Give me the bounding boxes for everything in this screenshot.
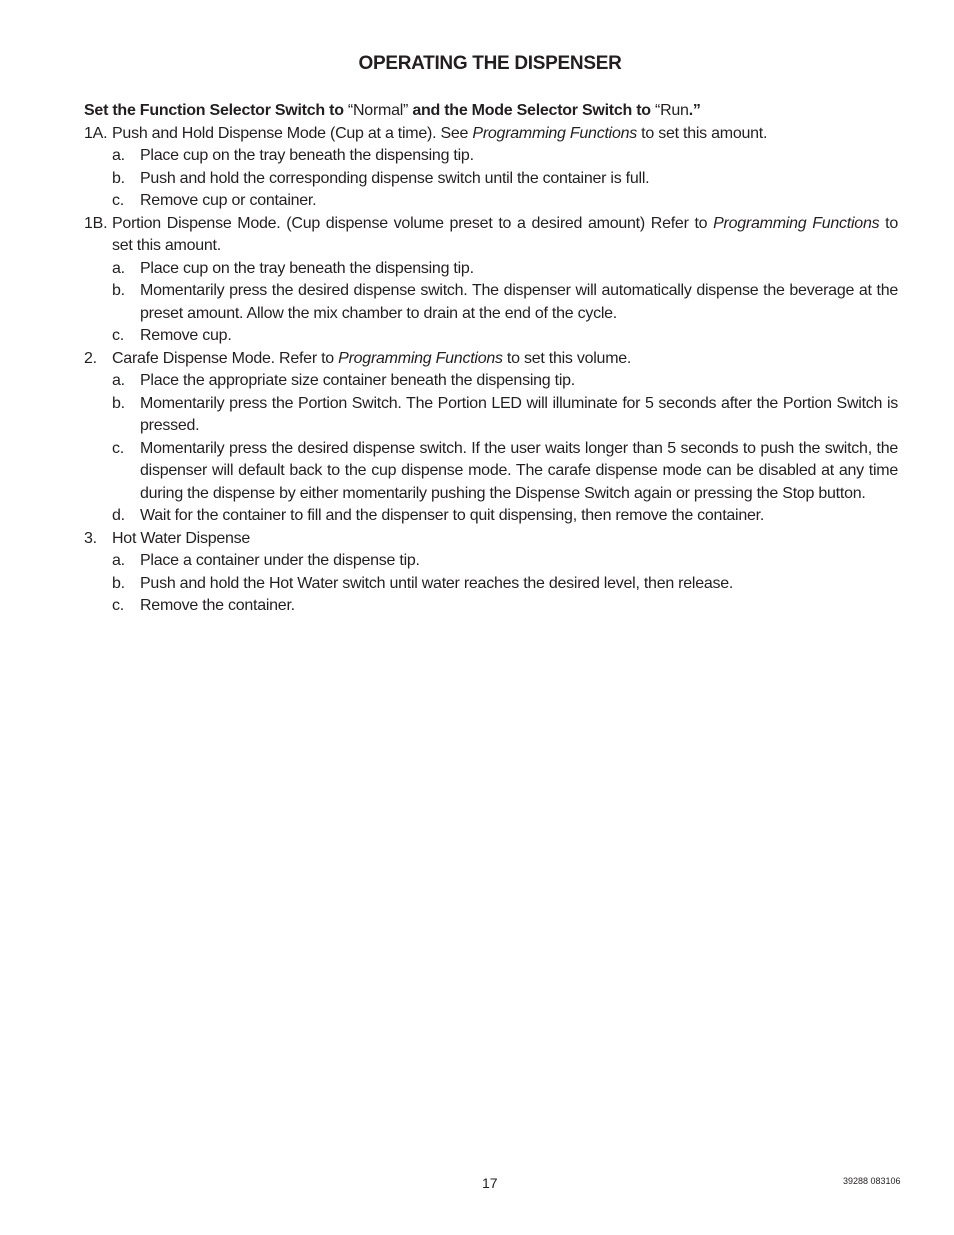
step-number: 3. [84, 529, 97, 547]
substep-text: Place a container under the dispense tip. [140, 552, 420, 569]
substep [84, 190, 898, 213]
step-text [112, 348, 898, 371]
section-title: OPERATING THE DISPENSER [358, 53, 622, 74]
substep-text: Momentarily press the Portion Switch. The Portion LED will illuminate for 5 seconds after the Portion Switch is pressed. [140, 394, 898, 434]
step-text-part: to set this amount. [636, 124, 768, 142]
page-number: 17 [482, 1175, 498, 1191]
substep-letter: c. [112, 327, 124, 344]
step-text [112, 123, 898, 146]
substep-letter: b. [112, 574, 125, 592]
step-reference: Programming Functions [713, 214, 880, 232]
substep [84, 550, 898, 573]
substep [84, 280, 898, 325]
step-text: Hot Water Dispense [112, 529, 251, 547]
substep-letter: a. [112, 259, 125, 277]
substep-text: Push and hold the Hot Water switch until water reaches the desired level, then release. [140, 574, 734, 592]
step-text-part: Push and Hold Dispense Mode (Cup at a time). See [112, 124, 473, 142]
step-text-part: Carafe Dispense Mode. Refer to [112, 349, 339, 367]
substep-text: Place cup on the tray beneath the dispensing tip. [140, 147, 474, 164]
substep-letter: c. [112, 192, 124, 209]
step-3 [84, 528, 898, 551]
substep-letter: d. [112, 507, 125, 524]
substep [84, 438, 898, 506]
substep-letter: c. [112, 597, 124, 614]
substep-letter: b. [112, 282, 125, 299]
substep-letter: a. [112, 372, 125, 389]
intro-instruction [84, 100, 898, 123]
substep [84, 573, 898, 596]
substep [84, 168, 898, 191]
intro-bold-1: Set the Function Selector Switch to [84, 102, 344, 119]
substep-letter: b. [112, 169, 125, 187]
step-text-part: Portion Dispense Mode. (Cup dispense volume preset to a desired amount) Refer to [112, 214, 714, 232]
substep-letter: b. [112, 394, 125, 412]
substep-text: Momentarily press the desired dispense switch. If the user waits longer than 5 seconds to push the switch, the dispenser will default back to the cup dispense mode. The carafe dispense mode can be disabled at any time during the dispense by either momentarily pushing the Dispense Switch again or pressing the Stop button. [140, 439, 898, 502]
step-1b [84, 213, 898, 258]
substep-text: Wait for the container to fill and the dispenser to quit dispensing, then remove the container. [140, 507, 765, 524]
substep-text: Place the appropriate size container beneath the dispensing tip. [140, 372, 575, 389]
substep [84, 325, 898, 348]
substep-text: Momentarily press the desired dispense switch. The dispenser will automatically dispense the beverage at the preset amount. Allow the mix chamber to drain at the end of the cycle. [140, 282, 898, 322]
intro-bold-2: and the Mode Selector Switch to [412, 102, 651, 119]
step-2 [84, 348, 898, 371]
substep-text: Remove the container. [140, 597, 295, 614]
step-number: 2. [84, 349, 97, 367]
substep-text: Remove cup or container. [140, 192, 317, 209]
intro-bold-3: .” [688, 102, 701, 119]
intro-normal-2: “Run [650, 102, 689, 119]
step-text [112, 213, 898, 258]
instructions-body [84, 100, 898, 618]
substep [84, 145, 898, 168]
substep-letter: c. [112, 439, 124, 457]
step-reference: Programming Functions [338, 349, 503, 367]
substep-text: Push and hold the corresponding dispense switch until the container is full. [140, 169, 650, 187]
substep-text: Place cup on the tray beneath the dispensing tip. [140, 259, 474, 277]
document-code: 39288 083106 [843, 1176, 901, 1186]
substep-letter: a. [112, 552, 125, 569]
substep [84, 505, 898, 528]
step-text-part: to set this amount. [112, 214, 899, 254]
substep-text: Remove cup. [140, 327, 232, 344]
substep [84, 370, 898, 393]
substep [84, 595, 898, 618]
intro-normal-1: “Normal” [343, 102, 413, 119]
substep [84, 393, 898, 438]
step-reference: Programming Functions [472, 124, 637, 142]
step-text-part: to set this volume. [502, 349, 632, 367]
step-number: 1A. [84, 124, 108, 142]
substep-letter: a. [112, 147, 125, 164]
step-1a [84, 123, 898, 146]
substep [84, 258, 898, 281]
step-number: 1B. [84, 214, 108, 232]
